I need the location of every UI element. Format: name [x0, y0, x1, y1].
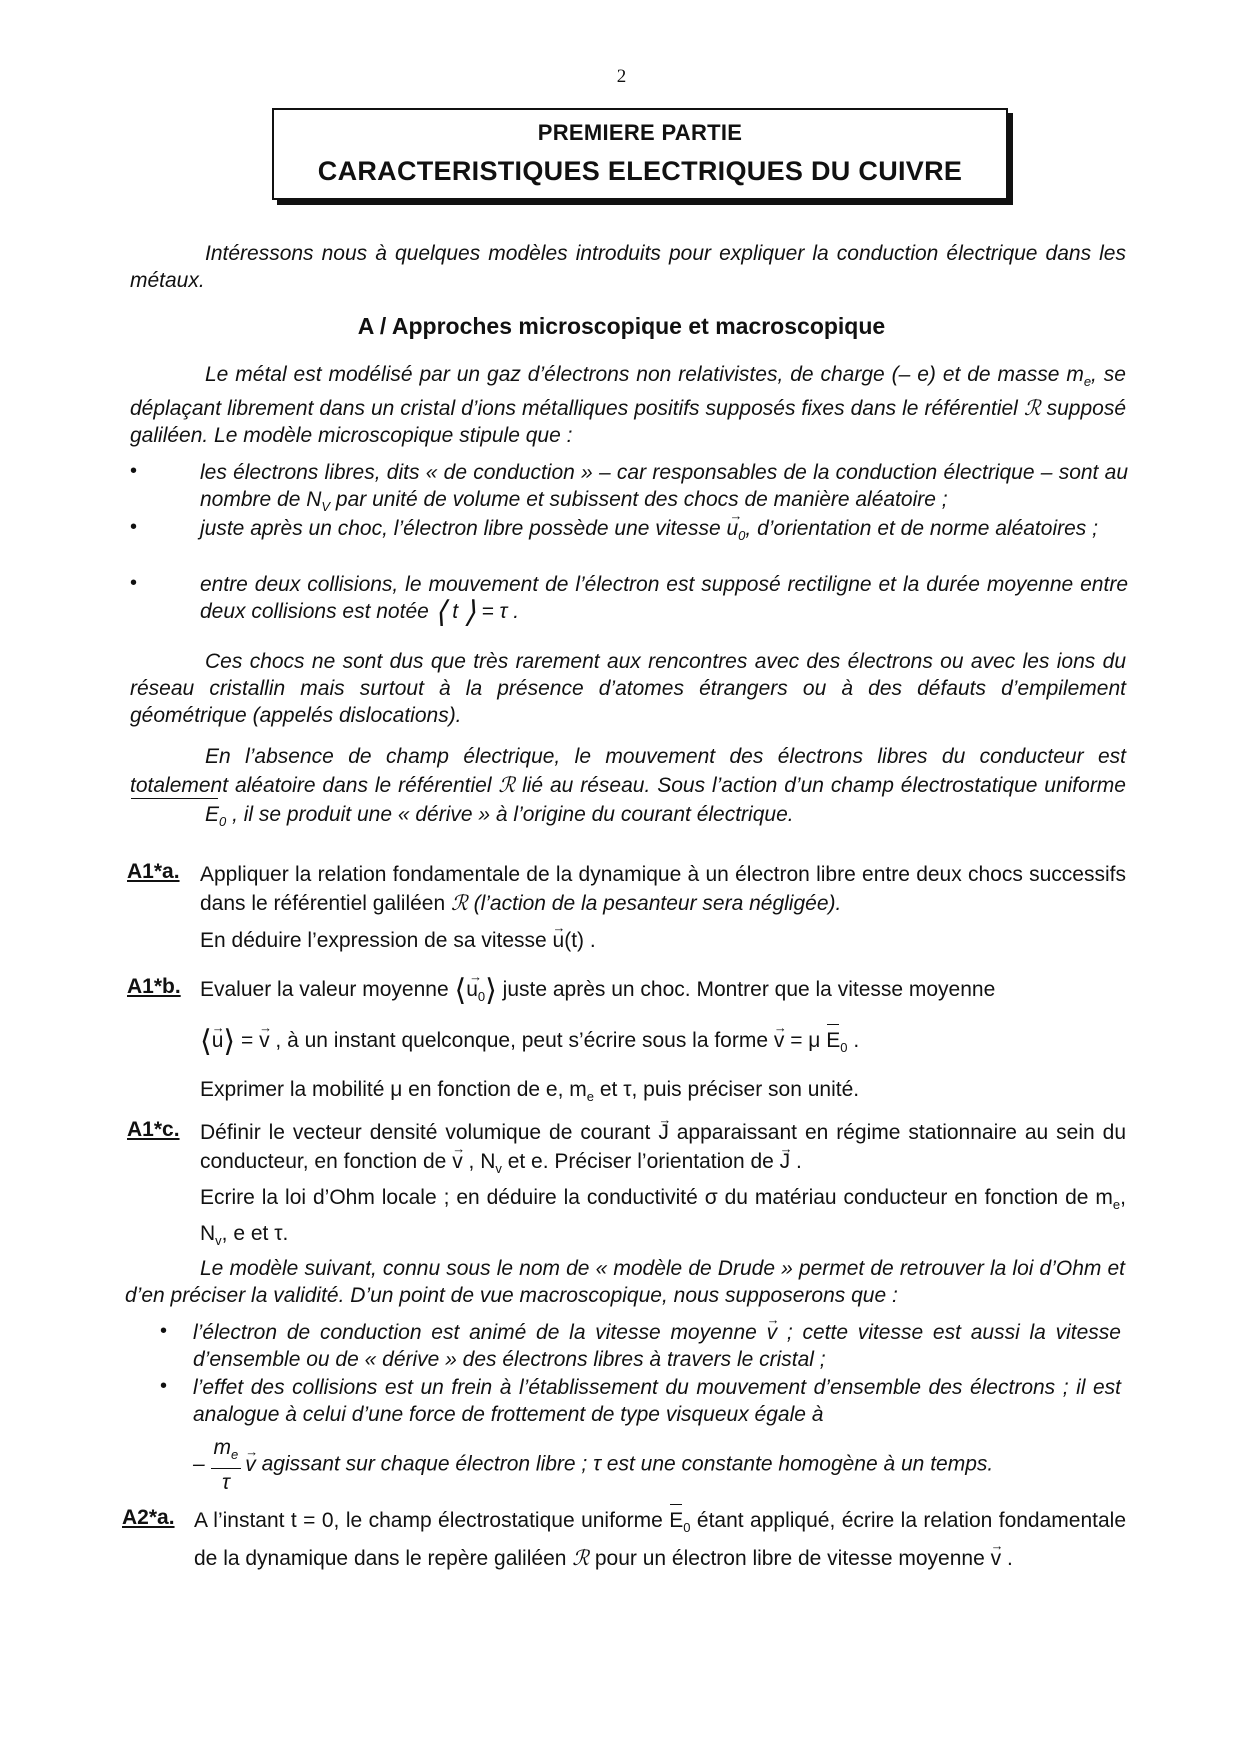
bullet-dot: •: [130, 516, 138, 538]
question-label: A2*a.: [122, 1506, 175, 1529]
question-a2a: A l’instant t = 0, le champ électrostatique uniforme $E_0$ étant appliqué, écrire la relation fondamentale de la dynamique dans le repère galiléen ℛ pour un électron libre de vitesse moyenne → v .: [194, 1506, 1126, 1574]
field-paragraph: En l’absence de champ électrique, le mouvement des électrons libres du conducteur est totalement aléatoire dans le référentiel ℛ lié au réseau. Sous l’action d’un champ électrostatique uniforme $E_0$ , il se produit une « dérive » à l’origine du courant électrique.: [130, 745, 1126, 830]
model-bullet-2: juste après un choc, l’électron libre possède une vitesse → $u_0$, d’orientation et de norme aléatoires ;: [200, 515, 1128, 549]
question-a1a: Appliquer la relation fondamentale de la dynamique à un électron libre entre deux chocs successifs dans le référentiel galiléen ℛ (l’action de la pesanteur sera négligée). En déduire l’expression de sa vitesse → u(t) .: [200, 860, 1126, 955]
question-a1b: Evaluer la valeur moyenne ⟨→ $u_0⟩$ juste après un choc. Montrer que la vitesse moyenne ⟨→ u⟩ = → v , à un instant quelconque, peut s’écrire sous la forme → v = μ $E_0$ . Exprimer la mobilité μ en fonction de e, $m_e$ et τ, puis préciser son unité.: [200, 975, 1126, 1113]
title-box: [272, 108, 1008, 200]
bullet-dot: •: [160, 1375, 168, 1397]
bullet-dot: •: [160, 1320, 168, 1342]
drude-bullet-2: l’effet des collisions est un frein à l’établissement du mouvement d’ensemble des électrons ; il est analogue à celui d’une force de frottement de type visqueux égale à – $\frac{m_e}{\tau}$ → v agissant sur chaque électron libre ; τ est une constante homogène à un temps.: [193, 1374, 1121, 1496]
model-bullet-1: les électrons libres, dits « de conduction » – car responsables de la conduction électrique – sont au nombre de $N_V$ par unité de volume et subissent des chocs de manière aléatoire ;: [200, 461, 1128, 515]
question-a1c: Définir le vecteur densité volumique de courant → J apparaissant en régime stationnaire au sein du conducteur, en fonction de → v , $N_v$ et e. Préciser l’orientation de → J . Ecrire la loi d’Ohm locale ; en déduire la conductivité σ du matériau conducteur en fonction de $m_e$, $N_v$, e et τ.: [200, 1118, 1126, 1256]
chocs-paragraph: Ces chocs ne sont dus que très rarement aux rencontres avec des électrons ou avec les ions du réseau cristallin mais surtout à la présence d’atomes étrangers ou à des défauts d’empilement géométrique (appelés dislocations).: [130, 650, 1126, 727]
model-paragraph: Le métal est modélisé par un gaz d’électrons non relativistes, de charge (– e) et de masse $m_e$, se déplaçant librement dans un cristal d’ions métalliques positifs supposés fixes dans le référentiel ℛ supposé galiléen. Le modèle microscopique stipule que :: [130, 363, 1126, 448]
intro-paragraph: Intéressons nous à quelques modèles introduits pour expliquer la conduction électrique dans les métaux.: [130, 242, 1126, 292]
question-label: A1*c.: [127, 1118, 180, 1141]
chapter-title: CARACTERISTIQUES ELECTRIQUES DU CUIVRE: [317, 156, 963, 186]
drude-paragraph: Le modèle suivant, connu sous le nom de « modèle de Drude » permet de retrouver la loi d’Ohm et d’en préciser la validité. D’un point de vue macroscopique, nous supposerons que :: [125, 1257, 1125, 1307]
page-number: 2: [616, 66, 627, 87]
question-label: A1*b.: [127, 975, 181, 998]
bullet-dot: •: [130, 572, 138, 594]
model-bullet-3: entre deux collisions, le mouvement de l’électron est supposé rectiligne et la durée moyenne entre deux collisions est notée ⟨ t ⟩ = τ .: [200, 573, 1128, 629]
section-a-title: A / Approches microscopique et macroscopique: [357, 313, 886, 339]
drude-bullet-1: l’électron de conduction est animé de la vitesse moyenne → v ; cette vitesse est aussi la vitesse d’ensemble ou de « dérive » des électrons libres à travers le cristal ;: [193, 1319, 1121, 1373]
question-label: A1*a.: [127, 860, 180, 883]
bullet-dot: •: [130, 460, 138, 482]
part-title: PREMIERE PARTIE: [537, 120, 743, 145]
